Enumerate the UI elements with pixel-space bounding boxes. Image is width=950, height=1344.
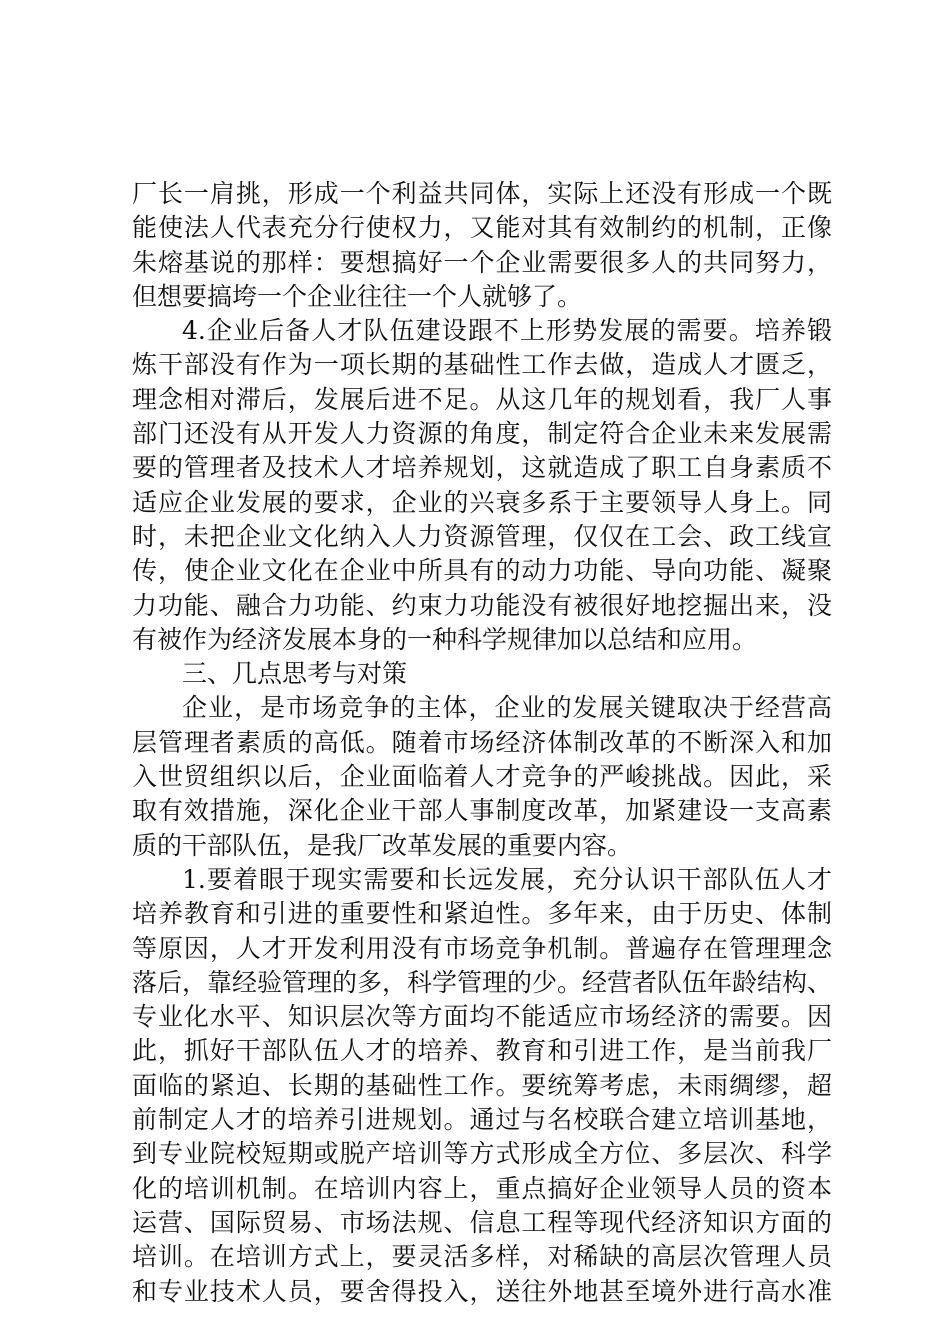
text-line: 时，未把企业文化纳入人力资源管理，仅仅在工会、政工线宣: [132, 521, 832, 551]
text-line: 企业，是市场竞争的主体，企业的发展关键取决于经营高: [182, 693, 832, 723]
text-line: 和专业技术人员，要舍得投入，送往外地甚至境外进行高水准: [132, 1276, 832, 1306]
text-line: 取有效措施，深化企业干部人事制度改革，加紧建设一支高素: [132, 796, 832, 826]
text-line: 落后，靠经验管理的多，科学管理的少。经营者队伍年龄结构、: [132, 967, 832, 997]
text-line: 专业化水平、知识层次等方面均不能适应市场经济的需要。因: [132, 1002, 832, 1032]
text-line: 1.要着眼于现实需要和长远发展，充分认识干部队伍人才: [182, 864, 832, 894]
text-line: 适应企业发展的要求，企业的兴衰多系于主要领导人身上。同: [132, 487, 832, 517]
text-line: 等原因，人才开发利用没有市场竞争机制。普遍存在管理理念: [132, 933, 832, 963]
text-line: 传，使企业文化在企业中所具有的动力功能、导向功能、凝聚: [132, 556, 832, 586]
text-line: 培养教育和引进的重要性和紧迫性。多年来，由于历史、体制: [132, 899, 832, 929]
text-line: 层管理者素质的高低。随着市场经济体制改革的不断深入和加: [132, 727, 832, 757]
text-line: 入世贸组织以后，企业面临着人才竞争的严峻挑战。因此，采: [132, 762, 832, 792]
text-line: 力功能、融合力功能、约束力功能没有被很好地挖掘出来，没: [132, 590, 832, 620]
text-line: 4.企业后备人才队伍建设跟不上形势发展的需要。培养锻: [182, 316, 832, 346]
text-line: 化的培训机制。在培训内容上，重点搞好企业领导人员的资本: [132, 1173, 832, 1203]
text-line: 炼干部没有作为一项长期的基础性工作去做，造成人才匮乏，: [132, 350, 832, 380]
text-line: 能使法人代表充分行使权力，又能对其有效制约的机制，正像: [132, 213, 832, 243]
text-line: 质的干部队伍，是我厂改革发展的重要内容。: [132, 830, 633, 860]
text-line: 此，抓好干部队伍人才的培养、教育和引进工作，是当前我厂: [132, 1036, 832, 1066]
text-line: 培训。在培训方式上，要灵活多样，对稀缺的高层次管理人员: [132, 1242, 832, 1272]
text-line: 三、几点思考与对策: [182, 659, 408, 689]
body-text: [132, 177, 832, 1309]
text-line: 部门还没有从开发人力资源的角度，制定符合企业未来发展需: [132, 419, 832, 449]
text-line: 朱熔基说的那样：要想搞好一个企业需要很多人的共同努力，: [132, 247, 832, 277]
text-line: 但想要搞垮一个企业往往一个人就够了。: [132, 281, 583, 311]
text-line: 厂长一肩挑，形成一个利益共同体，实际上还没有形成一个既: [132, 179, 832, 208]
text-line: 有被作为经济发展本身的一种科学规律加以总结和应用。: [132, 624, 758, 654]
text-line: 理念相对滞后，发展后进不足。从这几年的规划看，我厂人事: [132, 384, 832, 414]
text-line: 面临的紧迫、长期的基础性工作。要统筹考虑，未雨绸缪，超: [132, 1070, 832, 1100]
text-line: 到专业院校短期或脱产培训等方式形成全方位、多层次、科学: [132, 1139, 832, 1169]
text-line: 运营、国际贸易、市场法规、信息工程等现代经济知识方面的: [132, 1207, 832, 1237]
text-line: 前制定人才的培养引进规划。通过与名校联合建立培训基地，: [132, 1105, 832, 1135]
text-line: 要的管理者及技术人才培养规划，这就造成了职工自身素质不: [132, 453, 832, 483]
